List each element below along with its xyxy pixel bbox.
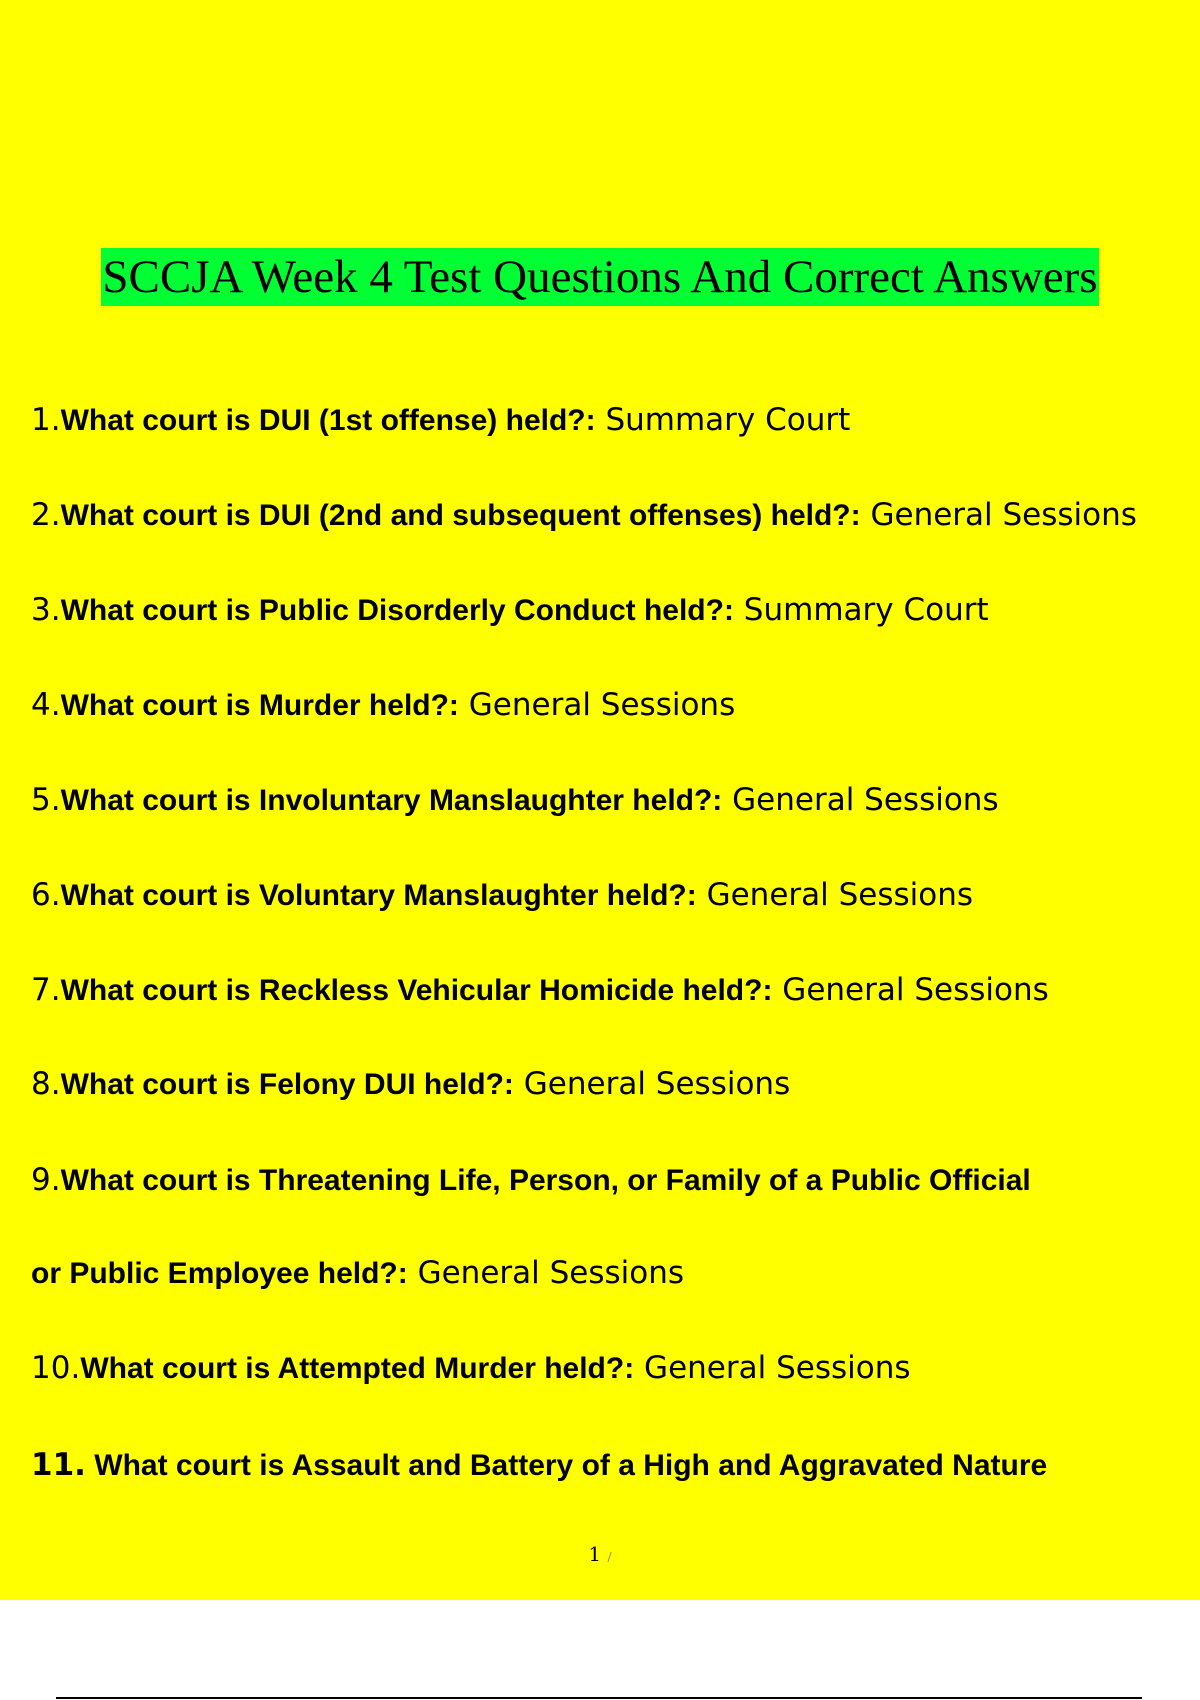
item-number: 10. — [31, 1350, 81, 1386]
question-text: What court is DUI (1st offense) held?: — [60, 404, 596, 437]
qa-item-8 — [31, 1064, 790, 1105]
page-number-suffix: / — [607, 1550, 612, 1564]
item-number: 7. — [31, 972, 61, 1008]
title-container — [0, 248, 1200, 306]
question-text: What court is Attempted Murder held?: — [80, 1352, 635, 1385]
qa-item-4 — [31, 685, 735, 726]
question-text: What court is Murder held?: — [60, 689, 459, 722]
footer-divider — [56, 1697, 1142, 1699]
item-number: 2. — [31, 497, 61, 533]
qa-item-6 — [31, 875, 973, 916]
question-text: What court is DUI (2nd and subsequent offenses) held?: — [60, 499, 861, 532]
question-text: What court is Felony DUI held?: — [60, 1068, 514, 1101]
qa-item-1 — [31, 400, 850, 441]
qa-item-2 — [31, 495, 1137, 536]
question-text: What court is Assault and Battery of a High and Aggravated Nature — [85, 1449, 1048, 1482]
answer-text: General Sessions — [860, 497, 1137, 533]
item-number: 1. — [31, 402, 61, 438]
qa-item-9-continued — [31, 1253, 684, 1294]
item-number: 3. — [31, 592, 61, 628]
item-number: 6. — [31, 877, 61, 913]
document-title: SCCJA Week 4 Test Questions And Correct Answers — [101, 248, 1098, 306]
qa-item-5 — [31, 780, 999, 821]
answer-text: General Sessions — [407, 1255, 685, 1291]
item-number: 11. — [31, 1447, 86, 1483]
answer-text: General Sessions — [634, 1350, 911, 1386]
item-number: 9. — [31, 1162, 61, 1198]
question-text-continued: or Public Employee held?: — [31, 1257, 408, 1290]
answer-text: General Sessions — [513, 1066, 791, 1102]
page-number — [0, 1542, 1200, 1569]
answer-text: General Sessions — [772, 972, 1049, 1008]
answer-text: General Sessions — [722, 782, 999, 818]
question-text: What court is Reckless Vehicular Homicide held?: — [60, 974, 773, 1007]
question-text: What court is Public Disorderly Conduct held?: — [60, 594, 734, 627]
item-number: 4. — [31, 687, 61, 723]
question-text: What court is Voluntary Manslaughter held?: — [60, 879, 697, 912]
answer-text: Summary Court — [733, 592, 989, 628]
question-text: What court is Threatening Life, Person, or Family of a Public Official — [60, 1164, 1031, 1197]
answer-text: General Sessions — [458, 687, 736, 723]
question-text: What court is Involuntary Manslaughter held?: — [60, 784, 723, 817]
item-number: 8. — [31, 1066, 61, 1102]
qa-item-9 — [31, 1160, 1031, 1201]
qa-item-3 — [31, 590, 989, 631]
answer-text: Summary Court — [595, 402, 851, 438]
qa-item-7 — [31, 970, 1049, 1011]
answer-text: General Sessions — [696, 877, 974, 913]
qa-item-10 — [31, 1348, 911, 1389]
item-number: 5. — [31, 782, 61, 818]
qa-item-11 — [31, 1445, 1047, 1486]
page-number-value: 1 — [588, 1542, 602, 1566]
